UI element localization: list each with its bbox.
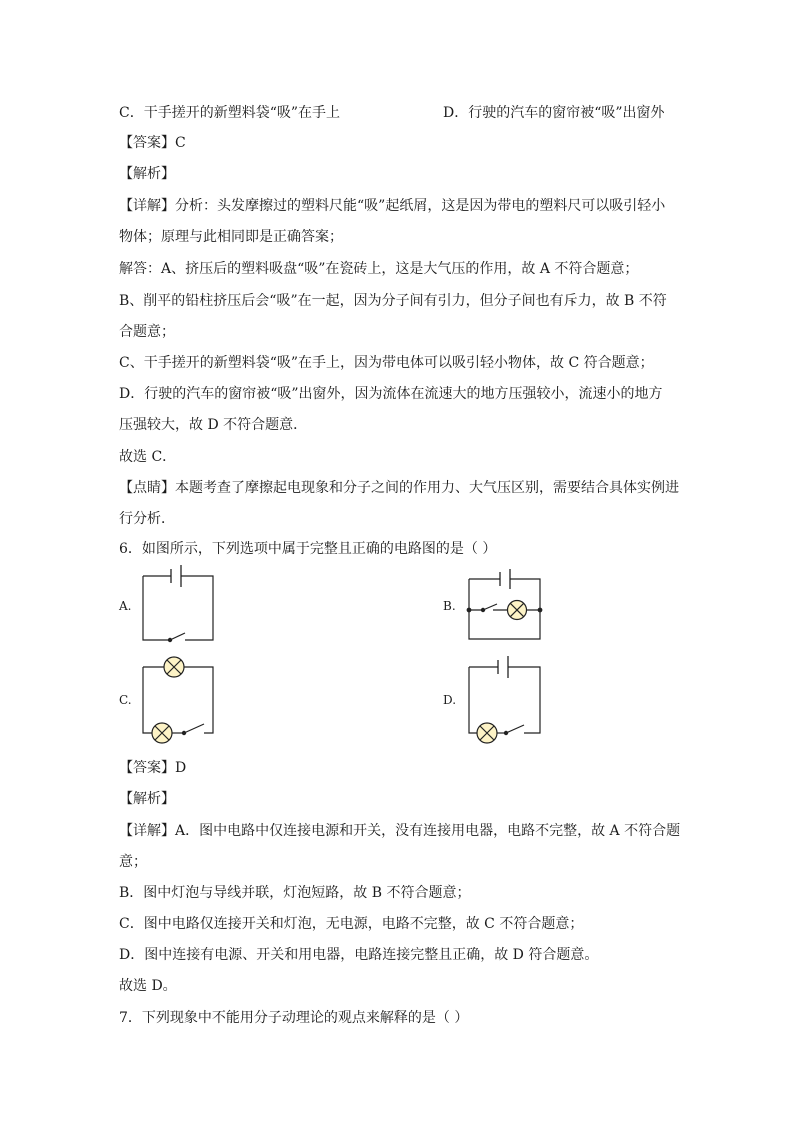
option-label-d: D.	[443, 693, 457, 707]
detail-line: 合题意；	[119, 324, 175, 340]
detail-line: D．行驶的汽车的窗帘被“吸”出窗外，因为流体在流速大的地方压强较小，流速小的地方	[119, 386, 663, 402]
detail-line: 【详解】分析：头发摩擦过的塑料尺能“吸”起纸屑，这是因为带电的塑料尺可以吸引轻小	[119, 198, 666, 214]
analysis-heading-q5: 【解析】	[119, 166, 175, 182]
detail-line: B．图中灯泡与导线并联，灯泡短路，故 B 不符合题意；	[119, 885, 471, 901]
circuit-diagram-d	[466, 655, 546, 745]
circuit-diagram-b	[466, 569, 544, 644]
option-label-b: B.	[443, 599, 456, 613]
circuit-diagram-a	[140, 565, 220, 645]
detail-line: 【详解】A．图中电路中仅连接电源和开关，没有连接用电器，电路不完整，故 A 不符合题	[119, 823, 681, 839]
circuit-diagram-c	[140, 655, 220, 745]
option-d: D．行驶的汽车的窗帘被“吸”出窗外	[443, 105, 665, 121]
wire	[469, 579, 540, 639]
detail-line: 【点睛】本题考查了摩擦起电现象和分子之间的作用力、大气压区别，需要结合具体实例进	[119, 480, 679, 496]
detail-line: 意；	[119, 854, 147, 870]
detail-line: 故选 D。	[119, 978, 177, 994]
option-label-a: A.	[119, 599, 132, 613]
detail-line: 物体；原理与此相同即是正确答案；	[119, 229, 343, 245]
option-c: C．干手搓开的新塑料袋“吸”在手上	[119, 105, 341, 121]
wire	[143, 667, 213, 733]
detail-line: C、干手搓开的新塑料袋“吸”在手上，因为带电体可以吸引轻小物体，故 C 符合题意；	[119, 355, 654, 371]
answer-q5: 【答案】C	[119, 135, 186, 151]
switch-icon	[506, 725, 524, 733]
analysis-heading-q6: 【解析】	[119, 791, 175, 807]
question-7: 7．下列现象中不能用分子动理论的观点来解释的是（ ）	[119, 1010, 469, 1026]
detail-line: 解答：A、挤压后的塑料吸盘“吸”在瓷砖上，这是大气压的作用，故 A 不符合题意；	[119, 261, 639, 277]
question-6: 6．如图所示，下列选项中属于完整且正确的电路图的是（ ）	[119, 541, 497, 557]
wire	[143, 576, 213, 640]
detail-line: 行分析．	[119, 511, 175, 527]
detail-line: 故选 C．	[119, 449, 177, 465]
detail-line: B、削平的铅柱挤压后会“吸”在一起，因为分子间有引力，但分子间也有斥力，故 B 不符	[119, 293, 667, 309]
switch-icon	[184, 724, 204, 733]
answer-q6: 【答案】D	[119, 760, 187, 776]
option-label-c: C.	[119, 693, 132, 707]
detail-line: C．图中电路仅连接开关和灯泡，无电源，电路不完整，故 C 不符合题意；	[119, 916, 584, 932]
wire	[469, 667, 540, 733]
switch-icon	[170, 633, 185, 640]
switch-icon	[483, 604, 497, 610]
detail-line: 压强较大，故 D 不符合题意．	[119, 417, 308, 433]
detail-line: D．图中连接有电源、开关和用电器，电路连接完整且正确，故 D 符合题意。	[119, 947, 599, 963]
